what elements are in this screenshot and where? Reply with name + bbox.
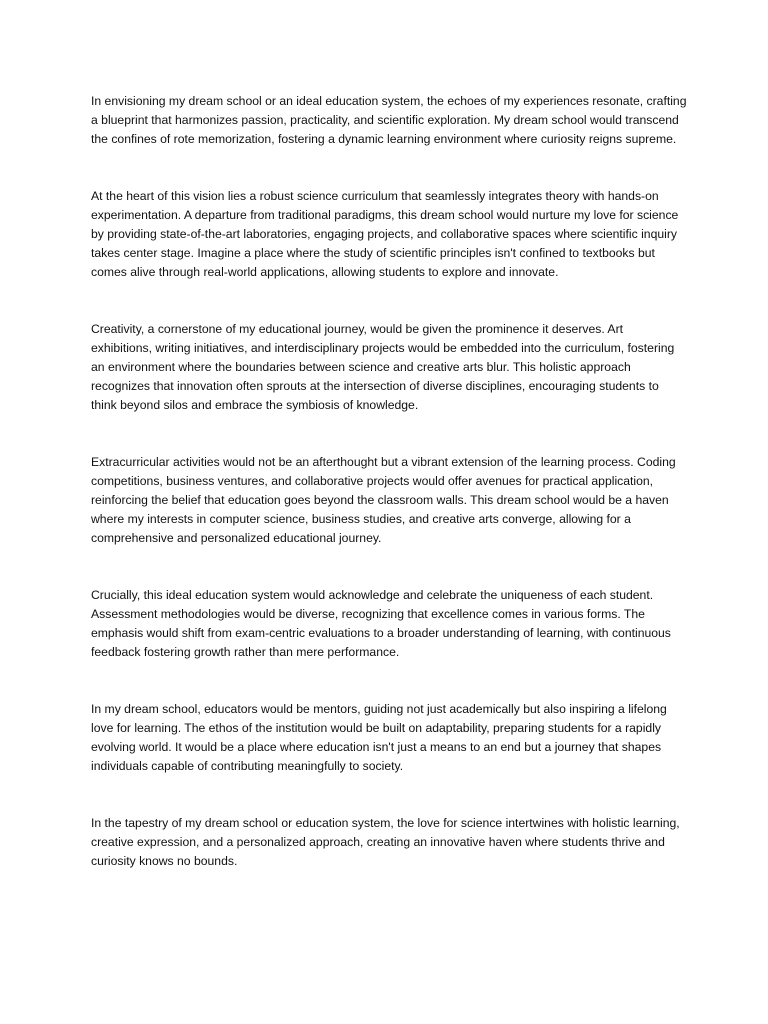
paragraph-3: Creativity, a cornerstone of my educational journey, would be given the prominence it deserves. Art exhibitions, writing initiatives, and interdisciplinary projects would be embedded into the curriculum, fostering an environment where the boundaries between science and creative arts blur. This holistic approach recognizes that innovation often sprouts at the intersection of diverse disciplines, encouraging students to think beyond silos and embrace the symbiosis of knowledge.	[91, 322, 675, 412]
paragraph-5: Crucially, this ideal education system would acknowledge and celebrate the uniqueness of each student. Assessment methodologies would be diverse, recognizing that excellence comes in various forms. The emphasis would shift from exam-centric evaluations to a broader understanding of learning, with continuous feedback fostering growth rather than mere performance.	[91, 588, 671, 659]
paragraph-6: In my dream school, educators would be mentors, guiding not just academically but also inspiring a lifelong love for learning. The ethos of the institution would be built on adaptability, preparing students for a rapidly evolving world. It would be a place where education isn't just a means to an end but a journey that shapes individuals capable of contributing meaningfully to society.	[91, 702, 667, 773]
paragraph-7: In the tapestry of my dream school or education system, the love for science intertwines with holistic learning, creative expression, and a personalized approach, creating an innovative haven where students thrive and curiosity knows no bounds.	[91, 816, 680, 868]
document-body	[91, 92, 687, 871]
paragraph-1: In envisioning my dream school or an ideal education system, the echoes of my experiences resonate, crafting a blueprint that harmonizes passion, practicality, and scientific exploration. My dream school would transcend the confines of rote memorization, fostering a dynamic learning environment where curiosity reigns supreme.	[91, 94, 687, 146]
paragraph-4: Extracurricular activities would not be an afterthought but a vibrant extension of the learning process. Coding competitions, business ventures, and collaborative projects would offer avenues for practical application, reinforcing the belief that education goes beyond the classroom walls. This dream school would be a haven where my interests in computer science, business studies, and creative arts converge, allowing for a comprehensive and personalized educational journey.	[91, 455, 676, 545]
paragraph-2: At the heart of this vision lies a robust science curriculum that seamlessly integrates theory with hands-on experimentation. A departure from traditional paradigms, this dream school would nurture my love for science by providing state-of-the-art laboratories, engaging projects, and collaborative spaces where scientific inquiry takes center stage. Imagine a place where the study of scientific principles isn't confined to textbooks but comes alive through real-world applications, allowing students to explore and innovate.	[91, 189, 679, 279]
